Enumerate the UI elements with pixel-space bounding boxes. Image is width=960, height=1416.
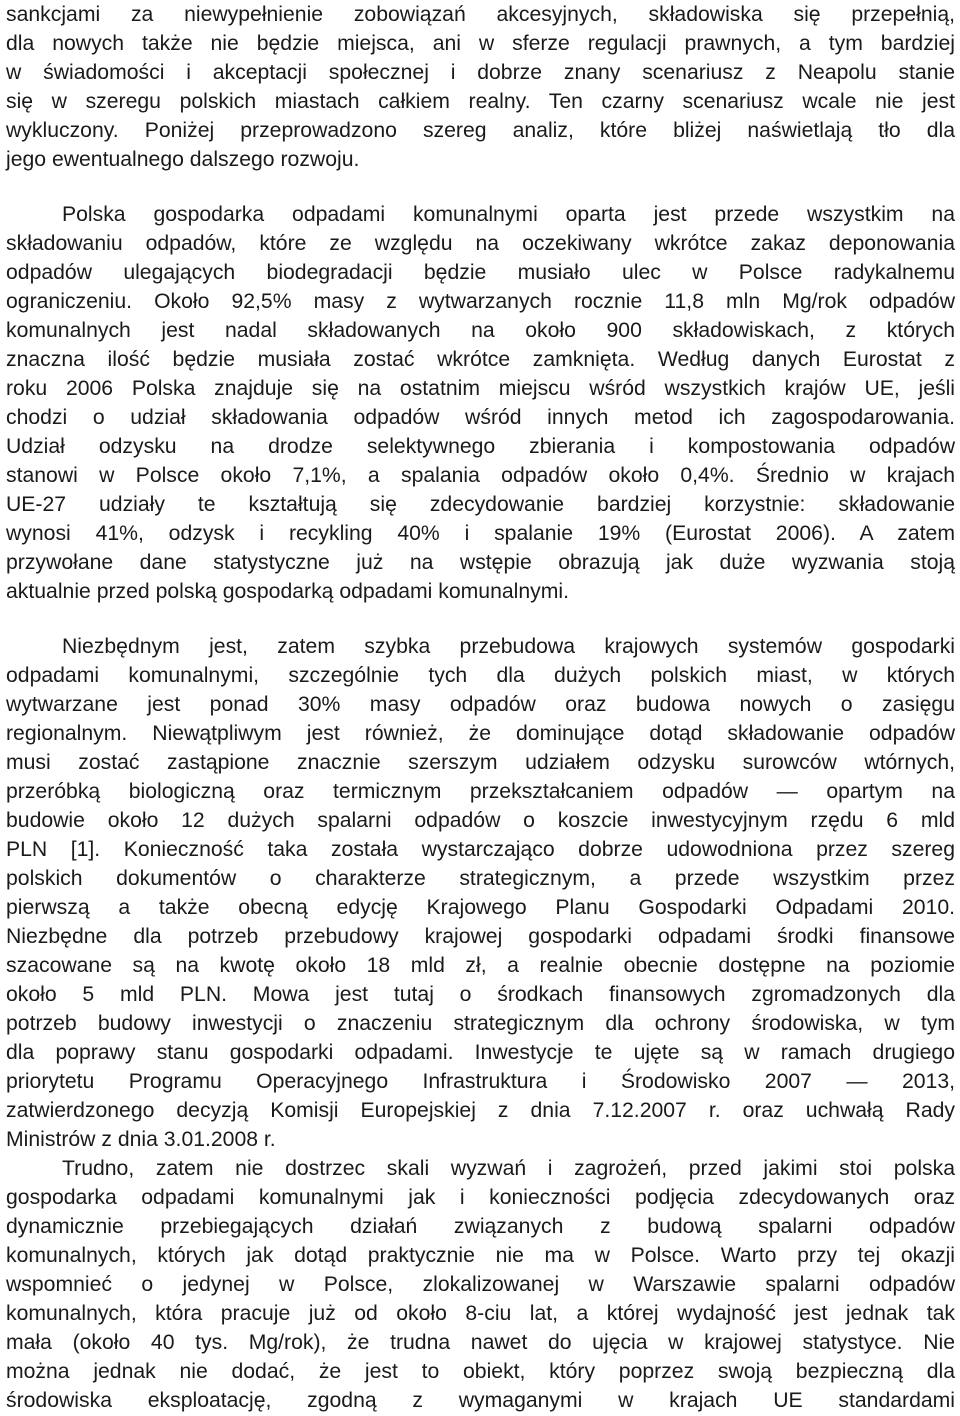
text-line: Trudno, zatem nie dostrzec skali wyzwań i zagrożeń, przed jakimi stoi polska [62,1157,955,1180]
text-line: wspomnieć o jedynej w Polsce, zlokalizowanej w Warszawie spalarni odpadów [6,1273,955,1296]
text-line: potrzeb budowy inwestycji o znaczeniu strategicznym dla ochrony środowiska, w tym [6,1012,955,1035]
text-line: zatwierdzonego decyzją Komisji Europejskiej z dnia 7.12.2007 r. oraz uchwałą Rady [6,1099,955,1122]
text-line: składowaniu odpadów, które ze względu na oczekiwany wkrótce zakaz deponowania [6,232,955,255]
text-line: odpadów ulegających biodegradacji będzie musiało ulec w Polsce radykalnemu [6,261,955,284]
text-line: znaczna ilość będzie musiała zostać wkrótce zamknięta. Według danych Eurostat z [6,348,955,371]
text-line: PLN [1]. Konieczność taka została wystarczająco dobrze udowodniona przez szereg [6,838,955,861]
text-line: środowiska eksploatację, zgodną z wymaganymi w krajach UE standardami [6,1389,955,1412]
text-line: szacowane są na kwotę około 18 mld zł, a realnie obecnie dostępne na poziomie [6,954,955,977]
text-line: priorytetu Programu Operacyjnego Infrastruktura i Środowisko 2007 — 2013, [6,1070,955,1093]
text-line: komunalnych, których jak dotąd praktycznie nie ma w Polsce. Warto przy tej okazji [6,1244,955,1267]
text-line: jego ewentualnego dalszego rozwoju. [6,148,360,171]
text-line: można jednak nie dodać, że jest to obiekt, który poprzez swoją bezpieczną dla [6,1360,955,1383]
text-line: sankcjami za niewypełnienie zobowiązań akcesyjnych, składowiska się przepełnią, [6,3,955,26]
text-line: polskich dokumentów o charakterze strategicznym, a przede wszystkim przez [6,867,955,890]
text-line: Ministrów z dnia 3.01.2008 r. [6,1128,276,1151]
paragraph-1 [6,0,955,174]
text-line: stanowi w Polsce około 7,1%, a spalania odpadów około 0,4%. Średnio w krajach [6,464,955,487]
text-line: w świadomości i akceptacji społecznej i dobrze znany scenariusz z Neapolu stanie [6,61,955,84]
text-line: przeróbką biologiczną oraz termicznym przekształcaniem odpadów — opartym na [6,780,955,803]
text-line: musi zostać zastąpione znacznie szerszym udziałem odzysku surowców wtórnych, [6,751,955,774]
text-line: ograniczeniu. Około 92,5% masy z wytwarzanych rocznie 11,8 mln Mg/rok odpadów [6,290,955,313]
text-line: chodzi o udział składowania odpadów wśród innych metod ich zagospodarowania. [6,406,955,429]
text-line: regionalnym. Niewątpliwym jest również, że dominujące dotąd składowanie odpadów [6,722,955,745]
text-line: Udział odzysku na drodze selektywnego zbierania i kompostowania odpadów [6,435,955,458]
text-line: pierwszą a także obecną edycję Krajowego Planu Gospodarki Odpadami 2010. [6,896,955,919]
text-line: Niezbędne dla potrzeb przebudowy krajowej gospodarki odpadami środki finansowe [6,925,955,948]
text-line: Polska gospodarka odpadami komunalnymi oparta jest przede wszystkim na [62,203,955,226]
paragraph-2 [6,200,955,606]
paragraph-4 [6,1154,955,1415]
text-line: wytwarzane jest ponad 30% masy odpadów oraz budowa nowych o zasięgu [6,693,955,716]
text-line: budowie około 12 dużych spalarni odpadów o koszcie inwestycyjnym rzędu 6 mld [6,809,955,832]
paragraph-3 [6,632,955,1154]
text-line: dynamicznie przebiegających działań związanych z budową spalarni odpadów [6,1215,955,1238]
text-line: dla nowych także nie będzie miejsca, ani w sferze regulacji prawnych, a tym bardziej [6,32,955,55]
text-line: dla poprawy stanu gospodarki odpadami. Inwestycje te ujęte są w ramach drugiego [6,1041,955,1064]
text-line: około 5 mld PLN. Mowa jest tutaj o środkach finansowych zgromadzonych dla [6,983,955,1006]
text-line: mała (około 40 tys. Mg/rok), że trudna nawet do ujęcia w krajowej statystyce. Nie [6,1331,955,1354]
text-line: przywołane dane statystyczne już na wstępie obrazują jak duże wyzwania stoją [6,551,955,574]
text-line: odpadami komunalnymi, szczególnie tych dla dużych polskich miast, w których [6,664,955,687]
text-line: komunalnych jest nadal składowanych na około 900 składowiskach, z których [6,319,955,342]
text-line: roku 2006 Polska znajduje się na ostatnim miejscu wśród wszystkich krajów UE, jeśli [6,377,955,400]
text-line: UE-27 udziały te kształtują się zdecydowanie bardziej korzystnie: składowanie [6,493,955,516]
text-line: wynosi 41%, odzysk i recykling 40% i spalanie 19% (Eurostat 2006). A zatem [6,522,955,545]
text-line: komunalnych, która pracuje już od około 8-ciu lat, a której wydajność jest jednak tak [6,1302,955,1325]
text-line: się w szeregu polskich miastach całkiem realny. Ten czarny scenariusz wcale nie jest [6,90,955,113]
text-line: aktualnie przed polską gospodarką odpadami komunalnymi. [6,580,569,603]
text-line: wykluczony. Poniżej przeprowadzono szereg analiz, które bliżej naświetlają tło dla [6,119,955,142]
text-line: Niezbędnym jest, zatem szybka przebudowa krajowych systemów gospodarki [62,635,955,658]
text-line: gospodarka odpadami komunalnymi jak i konieczności podjęcia zdecydowanych oraz [6,1186,955,1209]
